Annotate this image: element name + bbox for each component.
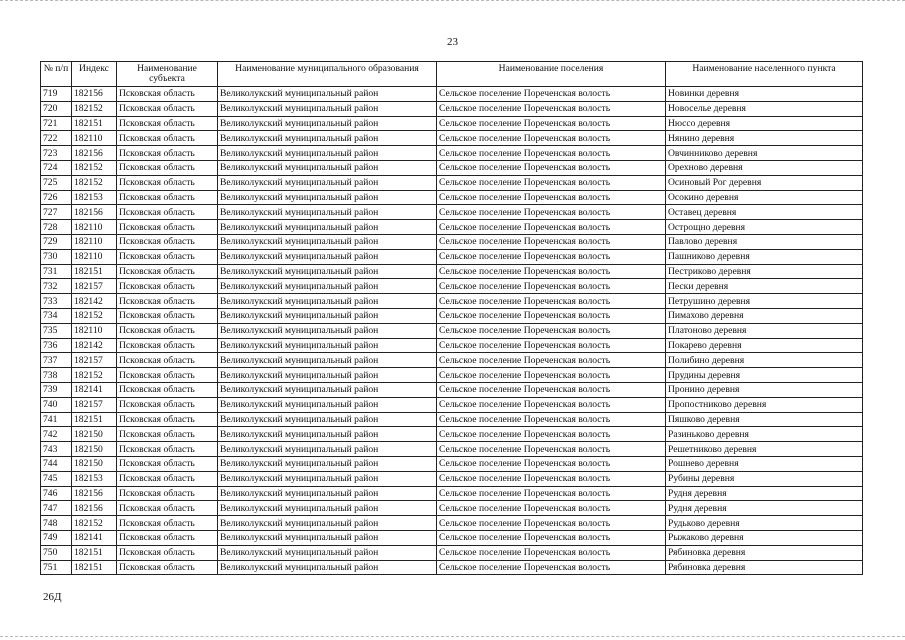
header-locality: Наименование населенного пункта (666, 62, 863, 87)
cell-municipality: Великолукский муниципальный район (218, 516, 437, 531)
cell-subject: Псковская область (117, 131, 218, 146)
cell-subject: Псковская область (117, 486, 218, 501)
cell-municipality: Великолукский муниципальный район (218, 279, 437, 294)
cell-index: 182152 (72, 101, 117, 116)
cell-settlement: Сельское поселение Пореченская волость (437, 501, 666, 516)
header-number: № п/п (41, 62, 72, 87)
cell-index: 182141 (72, 382, 117, 397)
cell-number: 719 (41, 87, 72, 102)
header-subject: Наименование субъекта (117, 62, 218, 87)
cell-subject: Псковская область (117, 249, 218, 264)
cell-number: 733 (41, 294, 72, 309)
table-row (41, 545, 863, 560)
cell-index: 182156 (72, 205, 117, 220)
cell-municipality: Великолукский муниципальный район (218, 146, 437, 161)
cell-index: 182142 (72, 294, 117, 309)
cell-index: 182152 (72, 175, 117, 190)
table-row (41, 190, 863, 205)
cell-municipality: Великолукский муниципальный район (218, 412, 437, 427)
cell-locality: Рудьково деревня (666, 516, 863, 531)
cell-settlement: Сельское поселение Пореченская волость (437, 471, 666, 486)
cell-settlement: Сельское поселение Пореченская волость (437, 442, 666, 457)
cell-locality: Пестриково деревня (666, 264, 863, 279)
cell-number: 728 (41, 220, 72, 235)
cell-locality: Платоново деревня (666, 323, 863, 338)
cell-subject: Псковская область (117, 471, 218, 486)
cell-number: 746 (41, 486, 72, 501)
cell-settlement: Сельское поселение Пореченская волость (437, 234, 666, 249)
cell-number: 737 (41, 353, 72, 368)
cell-subject: Псковская область (117, 146, 218, 161)
table-row (41, 294, 863, 309)
cell-index: 182152 (72, 308, 117, 323)
cell-index: 182152 (72, 160, 117, 175)
cell-subject: Псковская область (117, 501, 218, 516)
cell-municipality: Великолукский муниципальный район (218, 442, 437, 457)
table-row (41, 249, 863, 264)
cell-locality: Осокино деревня (666, 190, 863, 205)
table-row (41, 279, 863, 294)
cell-subject: Псковская область (117, 264, 218, 279)
cell-settlement: Сельское поселение Пореченская волость (437, 205, 666, 220)
cell-index: 182153 (72, 471, 117, 486)
cell-index: 182156 (72, 486, 117, 501)
cell-settlement: Сельское поселение Пореченская волость (437, 116, 666, 131)
cell-settlement: Сельское поселение Пореченская волость (437, 101, 666, 116)
cell-subject: Псковская область (117, 175, 218, 190)
cell-municipality: Великолукский муниципальный район (218, 501, 437, 516)
cell-locality: Полибино деревня (666, 353, 863, 368)
cell-municipality: Великолукский муниципальный район (218, 190, 437, 205)
cell-index: 182150 (72, 427, 117, 442)
cell-settlement: Сельское поселение Пореченская волость (437, 456, 666, 471)
table-row (41, 471, 863, 486)
header-row (41, 62, 863, 87)
cell-municipality: Великолукский муниципальный район (218, 205, 437, 220)
cell-number: 726 (41, 190, 72, 205)
table-row (41, 530, 863, 545)
cell-number: 745 (41, 471, 72, 486)
cell-settlement: Сельское поселение Пореченская волость (437, 308, 666, 323)
cell-index: 182152 (72, 516, 117, 531)
table-row (41, 456, 863, 471)
cell-index: 182157 (72, 353, 117, 368)
cell-settlement: Сельское поселение Пореченская волость (437, 427, 666, 442)
cell-index: 182110 (72, 249, 117, 264)
cell-number: 721 (41, 116, 72, 131)
cell-number: 731 (41, 264, 72, 279)
cell-locality: Рябиновка деревня (666, 545, 863, 560)
cell-number: 743 (41, 442, 72, 457)
cell-municipality: Великолукский муниципальный район (218, 101, 437, 116)
header-index: Индекс (72, 62, 117, 87)
cell-settlement: Сельское поселение Пореченская волость (437, 412, 666, 427)
cell-locality: Пески деревня (666, 279, 863, 294)
cell-number: 735 (41, 323, 72, 338)
cell-subject: Псковская область (117, 516, 218, 531)
cell-subject: Псковская область (117, 87, 218, 102)
cell-locality: Пропостниково деревня (666, 397, 863, 412)
cell-subject: Псковская область (117, 545, 218, 560)
table-row (41, 382, 863, 397)
cell-settlement: Сельское поселение Пореченская волость (437, 146, 666, 161)
table-row (41, 338, 863, 353)
header-municipality: Наименование муниципального образования (218, 62, 437, 87)
cell-subject: Псковская область (117, 530, 218, 545)
cell-locality: Пяшково деревня (666, 412, 863, 427)
cell-locality: Разиньково деревня (666, 427, 863, 442)
cell-number: 729 (41, 234, 72, 249)
cell-locality: Рудня деревня (666, 486, 863, 501)
cell-settlement: Сельское поселение Пореченская волость (437, 264, 666, 279)
cell-index: 182151 (72, 545, 117, 560)
cell-locality: Новинки деревня (666, 87, 863, 102)
cell-number: 736 (41, 338, 72, 353)
cell-subject: Псковская область (117, 234, 218, 249)
header-settlement: Наименование поселения (437, 62, 666, 87)
page-number: 23 (447, 36, 458, 48)
cell-locality: Пронино деревня (666, 382, 863, 397)
cell-municipality: Великолукский муниципальный район (218, 160, 437, 175)
cell-municipality: Великолукский муниципальный район (218, 382, 437, 397)
table-row (41, 160, 863, 175)
cell-number: 738 (41, 368, 72, 383)
cell-locality: Оставец деревня (666, 205, 863, 220)
cell-locality: Павлово деревня (666, 234, 863, 249)
cell-number: 723 (41, 146, 72, 161)
cell-settlement: Сельское поселение Пореченская волость (437, 160, 666, 175)
cell-municipality: Великолукский муниципальный район (218, 368, 437, 383)
cell-locality: Осиновый Рог деревня (666, 175, 863, 190)
cell-settlement: Сельское поселение Пореченская волость (437, 323, 666, 338)
cell-subject: Псковская область (117, 323, 218, 338)
cell-municipality: Великолукский муниципальный район (218, 323, 437, 338)
table-row (41, 131, 863, 146)
cell-index: 182110 (72, 220, 117, 235)
cell-subject: Псковская область (117, 368, 218, 383)
table-row (41, 442, 863, 457)
table-row (41, 308, 863, 323)
cell-number: 749 (41, 530, 72, 545)
cell-settlement: Сельское поселение Пореченская волость (437, 486, 666, 501)
cell-index: 182110 (72, 234, 117, 249)
cell-settlement: Сельское поселение Пореченская волость (437, 190, 666, 205)
cell-locality: Рубины деревня (666, 471, 863, 486)
cell-number: 740 (41, 397, 72, 412)
table-row (41, 397, 863, 412)
cell-index: 182156 (72, 87, 117, 102)
cell-index: 182150 (72, 442, 117, 457)
cell-settlement: Сельское поселение Пореченская волость (437, 338, 666, 353)
cell-subject: Псковская область (117, 442, 218, 457)
cell-settlement: Сельское поселение Пореченская волость (437, 516, 666, 531)
cell-locality: Рудня деревня (666, 501, 863, 516)
cell-locality: Петрушино деревня (666, 294, 863, 309)
cell-locality: Прудины деревня (666, 368, 863, 383)
cell-index: 182156 (72, 146, 117, 161)
cell-index: 182110 (72, 323, 117, 338)
cell-locality: Рябиновка деревня (666, 560, 863, 575)
cell-index: 182157 (72, 279, 117, 294)
cell-municipality: Великолукский муниципальный район (218, 427, 437, 442)
cell-number: 734 (41, 308, 72, 323)
cell-municipality: Великолукский муниципальный район (218, 175, 437, 190)
cell-locality: Пашниково деревня (666, 249, 863, 264)
cell-number: 750 (41, 545, 72, 560)
cell-number: 725 (41, 175, 72, 190)
cell-municipality: Великолукский муниципальный район (218, 471, 437, 486)
cell-locality: Нюссо деревня (666, 116, 863, 131)
cell-settlement: Сельское поселение Пореченская волость (437, 175, 666, 190)
cell-subject: Псковская область (117, 294, 218, 309)
cell-subject: Псковская область (117, 382, 218, 397)
cell-number: 722 (41, 131, 72, 146)
table-row (41, 323, 863, 338)
cell-subject: Псковская область (117, 308, 218, 323)
settlements-table (40, 61, 863, 575)
cell-municipality: Великолукский муниципальный район (218, 294, 437, 309)
cell-number: 724 (41, 160, 72, 175)
cell-settlement: Сельское поселение Пореченская волость (437, 382, 666, 397)
cell-number: 720 (41, 101, 72, 116)
table-row (41, 560, 863, 575)
cell-settlement: Сельское поселение Пореченская волость (437, 279, 666, 294)
cell-locality: Покарево деревня (666, 338, 863, 353)
table-row (41, 220, 863, 235)
cell-index: 182151 (72, 560, 117, 575)
cell-subject: Псковская область (117, 101, 218, 116)
table-row (41, 234, 863, 249)
cell-subject: Псковская область (117, 190, 218, 205)
cell-municipality: Великолукский муниципальный район (218, 545, 437, 560)
table-row (41, 87, 863, 102)
table-row (41, 501, 863, 516)
cell-number: 732 (41, 279, 72, 294)
cell-subject: Псковская область (117, 353, 218, 368)
cell-locality: Пимахово деревня (666, 308, 863, 323)
cell-index: 182156 (72, 501, 117, 516)
cell-subject: Псковская область (117, 456, 218, 471)
cell-municipality: Великолукский муниципальный район (218, 456, 437, 471)
cell-municipality: Великолукский муниципальный район (218, 87, 437, 102)
cell-subject: Псковская область (117, 427, 218, 442)
cell-settlement: Сельское поселение Пореченская волость (437, 87, 666, 102)
table-row (41, 368, 863, 383)
cell-index: 182152 (72, 368, 117, 383)
cell-municipality: Великолукский муниципальный район (218, 308, 437, 323)
cell-subject: Псковская область (117, 116, 218, 131)
cell-index: 182151 (72, 264, 117, 279)
cell-settlement: Сельское поселение Пореченская волость (437, 249, 666, 264)
cell-index: 182142 (72, 338, 117, 353)
cell-municipality: Великолукский муниципальный район (218, 530, 437, 545)
scan-edge-bottom (0, 636, 905, 639)
cell-subject: Псковская область (117, 205, 218, 220)
cell-settlement: Сельское поселение Пореченская волость (437, 353, 666, 368)
scan-edge-top (0, 0, 905, 3)
cell-municipality: Великолукский муниципальный район (218, 264, 437, 279)
cell-locality: Нянино деревня (666, 131, 863, 146)
cell-subject: Псковская область (117, 279, 218, 294)
cell-municipality: Великолукский муниципальный район (218, 220, 437, 235)
cell-number: 742 (41, 427, 72, 442)
cell-settlement: Сельское поселение Пореченская волость (437, 397, 666, 412)
table-row (41, 427, 863, 442)
cell-locality: Овчинниково деревня (666, 146, 863, 161)
cell-number: 727 (41, 205, 72, 220)
cell-number: 744 (41, 456, 72, 471)
cell-municipality: Великолукский муниципальный район (218, 249, 437, 264)
cell-number: 747 (41, 501, 72, 516)
cell-index: 182153 (72, 190, 117, 205)
cell-locality: Рыжаково деревня (666, 530, 863, 545)
cell-number: 748 (41, 516, 72, 531)
table-row (41, 516, 863, 531)
cell-index: 182151 (72, 116, 117, 131)
cell-municipality: Великолукский муниципальный район (218, 560, 437, 575)
table-row (41, 175, 863, 190)
cell-index: 182151 (72, 412, 117, 427)
cell-locality: Новоселье деревня (666, 101, 863, 116)
cell-index: 182157 (72, 397, 117, 412)
cell-number: 751 (41, 560, 72, 575)
table-header (41, 62, 863, 87)
table-row (41, 101, 863, 116)
cell-locality: Острощно деревня (666, 220, 863, 235)
cell-settlement: Сельское поселение Пореченская волость (437, 131, 666, 146)
cell-settlement: Сельское поселение Пореченская волость (437, 368, 666, 383)
cell-number: 741 (41, 412, 72, 427)
cell-municipality: Великолукский муниципальный район (218, 116, 437, 131)
cell-locality: Решетниково деревня (666, 442, 863, 457)
cell-subject: Псковская область (117, 220, 218, 235)
table-row (41, 116, 863, 131)
cell-settlement: Сельское поселение Пореченская волость (437, 220, 666, 235)
cell-locality: Рошнево деревня (666, 456, 863, 471)
cell-settlement: Сельское поселение Пореченская волость (437, 294, 666, 309)
footer-code: 26Д (43, 591, 62, 603)
cell-municipality: Великолукский муниципальный район (218, 234, 437, 249)
cell-index: 182110 (72, 131, 117, 146)
table-body (41, 87, 863, 575)
cell-subject: Псковская область (117, 160, 218, 175)
cell-settlement: Сельское поселение Пореченская волость (437, 560, 666, 575)
cell-municipality: Великолукский муниципальный район (218, 486, 437, 501)
cell-subject: Псковская область (117, 412, 218, 427)
cell-subject: Псковская область (117, 397, 218, 412)
table-row (41, 264, 863, 279)
cell-settlement: Сельское поселение Пореченская волость (437, 545, 666, 560)
cell-municipality: Великолукский муниципальный район (218, 353, 437, 368)
cell-municipality: Великолукский муниципальный район (218, 338, 437, 353)
cell-settlement: Сельское поселение Пореченская волость (437, 530, 666, 545)
table-row (41, 486, 863, 501)
table-row (41, 205, 863, 220)
cell-locality: Орехново деревня (666, 160, 863, 175)
cell-index: 182150 (72, 456, 117, 471)
cell-index: 182141 (72, 530, 117, 545)
cell-municipality: Великолукский муниципальный район (218, 397, 437, 412)
table-row (41, 353, 863, 368)
cell-subject: Псковская область (117, 338, 218, 353)
table-row (41, 412, 863, 427)
cell-subject: Псковская область (117, 560, 218, 575)
table-row (41, 146, 863, 161)
cell-municipality: Великолукский муниципальный район (218, 131, 437, 146)
cell-number: 739 (41, 382, 72, 397)
cell-number: 730 (41, 249, 72, 264)
